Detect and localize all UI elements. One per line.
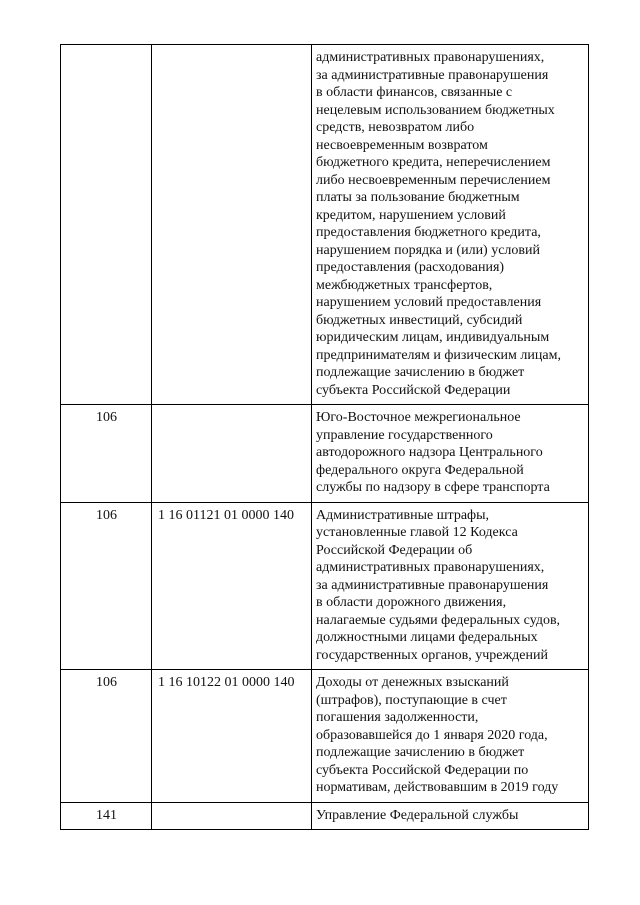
revenue-name-cell [312,502,589,670]
text-line: за административные правонарушения [316,67,549,83]
text-line: бюджетного кредита, неперечислением [316,155,551,170]
kbk-cell [152,802,312,830]
revenue-name-cell [312,802,589,830]
admin-code-cell: 141 [61,802,152,830]
text-line: подлежащие зачислению в бюджет [316,745,525,760]
kbk-cell: 1 16 01121 01 0000 140 [152,502,312,670]
revenue-classification-table [60,44,589,830]
table-body [61,45,589,830]
text-line: службы по надзору в сфере транспорта [316,480,550,495]
text-line: подлежащие зачислению в бюджет [316,365,525,380]
kbk-cell [152,405,312,503]
text-line: кредитом, нарушением условий [316,207,506,223]
text-line: государственных органов, учреждений [316,647,548,663]
table-row [61,45,589,405]
text-line: установленные главой 12 Кодекса [316,525,518,540]
text-line: автодорожного надзора Центрального [316,445,543,460]
text-line: Доходы от денежных взысканий [316,675,509,690]
text-line: нарушением условий предоставления [316,295,542,310]
text-line: Управление Федеральной службы [316,807,519,823]
admin-code-cell: 106 [61,670,152,803]
text-line: нормативам, действовавшим в 2019 году [316,780,559,795]
revenue-name-cell [312,670,589,803]
admin-code-cell: 106 [61,502,152,670]
text-line: субъекта Российской Федерации по [316,762,529,778]
text-line: средств, невозвратом либо [316,120,475,135]
revenue-name-cell [312,405,589,503]
text-line: административных правонарушениях, [316,50,545,65]
text-line: федерального округа Федеральной [316,462,524,478]
text-line: нецелевым использованием бюджетных [316,102,555,118]
text-line: платы за пользование бюджетным [316,190,520,205]
text-line: административных правонарушениях, [316,560,545,575]
text-line: предоставления бюджетного кредита, [316,225,541,240]
text-line: в области финансов, связанные с [316,85,513,100]
kbk-cell [152,45,312,405]
text-line: образовавшейся до 1 января 2020 года, [316,727,548,743]
text-line: в области дорожного движения, [316,595,507,610]
table-row [61,502,589,670]
text-line: либо несвоевременным перечислением [316,172,551,188]
text-line: (штрафов), поступающие в счет [316,692,507,708]
table-row [61,405,589,503]
admin-code-cell [61,45,152,405]
text-line: за административные правонарушения [316,577,549,593]
text-line: Административные штрафы, [316,507,490,523]
text-line: Юго-Восточное межрегиональное [316,410,521,425]
admin-code-cell: 106 [61,405,152,503]
revenue-name-cell [312,45,589,405]
text-line: Российской Федерации об [316,542,473,558]
text-line: несвоевременным возвратом [316,137,488,153]
table-row [61,802,589,830]
kbk-cell: 1 16 10122 01 0000 140 [152,670,312,803]
text-line: налагаемые судьями федеральных судов, [316,612,561,628]
text-line: погашения задолженности, [316,710,479,725]
text-line: нарушением порядка и (или) условий [316,242,541,258]
text-line: юридическим лицам, индивидуальным [316,330,550,345]
text-line: субъекта Российской Федерации [316,382,511,398]
text-line: предпринимателям и физическим лицам, [316,347,561,363]
text-line: бюджетных инвестиций, субсидий [316,312,523,328]
text-line: предоставления (расходования) [316,260,505,275]
text-line: должностными лицами федеральных [316,630,538,645]
text-line: межбюджетных трансфертов, [316,277,493,293]
table-row [61,670,589,803]
text-line: управление государственного [316,427,493,443]
